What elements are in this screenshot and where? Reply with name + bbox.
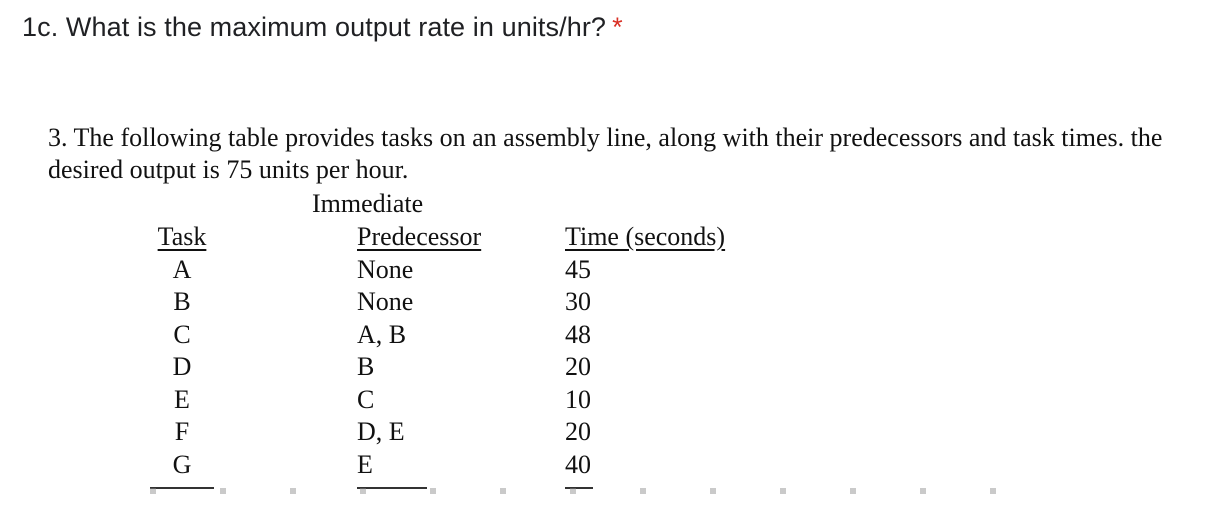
table-row-task: B [173,287,191,316]
problem-statement: 3. The following table provides tasks on an assembly line, along with their predecessors and task times. the desired output is 75 units per hour. [48,123,1163,184]
predecessor-column [357,221,481,481]
table-row-task: D [172,352,192,381]
table-row-time: 40 [565,449,591,479]
task-column [150,221,214,481]
table-row-time: 10 [565,384,591,414]
table-row-time: 20 [565,352,591,381]
table-row-time: 45 [565,254,591,284]
table-row-time: 20 [565,417,591,446]
table-row-predecessor: B [357,352,375,381]
table-row-task: E [174,384,190,414]
table-row-predecessor: A, B [357,319,407,349]
table-row-task: F [174,417,190,446]
table-header-immediate: Immediate [312,189,424,218]
table-row-time: 48 [565,319,591,349]
table-row-task: C [173,319,191,349]
question-image [0,108,1232,522]
table-row-predecessor: C [357,384,375,414]
table-row-predecessor: D, E [357,417,405,446]
question-title: 1c. What is the maximum output rate in units/hr? [22,12,607,42]
time-column-header: Time (seconds) [565,222,726,251]
time-column [565,221,725,481]
table-row-predecessor: None [357,254,414,284]
task-column-header: Task [157,222,207,251]
required-asterisk: * [612,12,623,42]
cropped-text-fragment [150,488,1050,494]
table-row-predecessor: E [357,449,373,479]
table-row-task: G [172,449,192,479]
predecessor-column-header: Predecessor [357,222,482,251]
table-row-predecessor: None [357,287,414,316]
table-row-time: 30 [565,287,591,316]
table-row-task: A [172,254,192,284]
question-header [22,12,623,43]
